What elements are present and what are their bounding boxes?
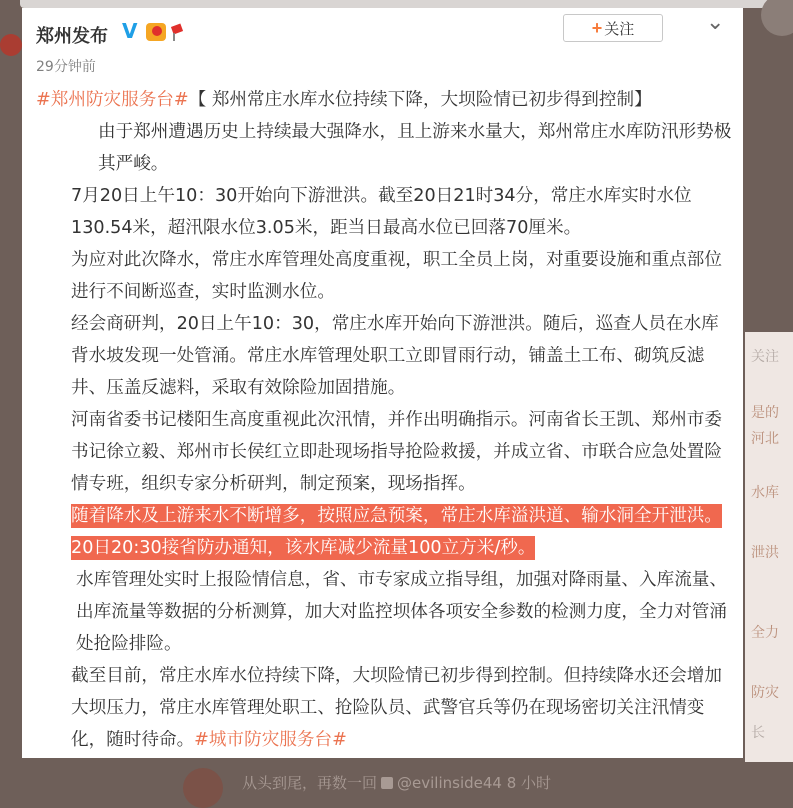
- closing-paragraph: 截至目前，常庄水库水位持续下降，大坝险情已初步得到控制。但持续降水还会增加大坝压力，常庄水库管理处职工、抢险队员、武警官兵等仍在现场密切关注汛情变化，随时待命。#城市防灾服务台#: [71, 666, 722, 750]
- background-fragment: 关注: [751, 349, 779, 365]
- background-avatar-fragment: [0, 34, 22, 56]
- post-paragraph: 河南省委书记楼阳生高度重视此次汛情，并作出明确指示。河南省长王凯、郑州市委书记徐立毅、郑州市长侯红立即赴现场指导抢险救援，并成立省、市联合应急处置险情专班，组织专家分析研判，制定预案，现场指挥。: [71, 410, 722, 494]
- background-fragment: 河北: [751, 431, 779, 447]
- author-badges: [122, 21, 184, 43]
- background-fragment: 泄洪: [751, 545, 779, 561]
- background-card-edge: [20, 0, 780, 8]
- post-paragraph: 经会商研判，20日上午10：30，常庄水库开始向下游泄洪。随后，巡查人员在水库背水坡发现一处管涌。常庄水库管理处职工立即冒雨行动，铺盖土工布、砌筑反滤井、压盖反滤料，采取有效除险加固措施。: [71, 314, 719, 398]
- post-paragraph: 7月20日上午10：30开始向下游泄洪。截至20日21时34分，常庄水库实时水位130.54米，超汛限水位3.05米，距当日最高水位已回落70厘米。: [71, 186, 692, 238]
- background-fragment: 防灾: [751, 685, 779, 701]
- background-comment-text: 从头到尾，再数一回 @evilinside44 8 小时: [242, 774, 552, 792]
- background-fragment: 全力: [751, 625, 779, 641]
- background-right-column: [745, 332, 793, 762]
- post-paragraph: 水库管理处实时上报险情信息，省、市专家成立指导组，加强对降雨量、入库流量、出库流量等数据的分析测算，加大对监控坝体各项安全参数的检测力度，全力对管涌处抢险排险。: [76, 570, 727, 654]
- follow-button[interactable]: + 关注: [563, 14, 663, 42]
- flag-icon: [170, 23, 184, 41]
- hashtag-link[interactable]: #城市防灾服务台#: [194, 730, 347, 750]
- member-badge-icon: [146, 23, 166, 41]
- author-name[interactable]: 郑州发布: [36, 26, 108, 47]
- verified-icon: V: [122, 19, 138, 43]
- background-avatar: [761, 0, 793, 36]
- highlighted-paragraph: [36, 500, 736, 564]
- chevron-down-icon[interactable]: ⌄: [706, 10, 725, 35]
- background-comment-avatar: [183, 768, 223, 808]
- background-fragment: 是的: [751, 405, 779, 421]
- post-timestamp[interactable]: 29分钟前: [36, 59, 96, 75]
- post-title: 【 郑州常庄水库水位持续下降，大坝险情已初步得到控制】: [188, 90, 652, 110]
- hashtag-link[interactable]: #郑州防灾服务台#: [36, 90, 189, 110]
- post-body: [36, 84, 736, 756]
- plus-icon: +: [591, 17, 603, 38]
- post-paragraph: 为应对此次降水，常庄水库管理处高度重视，职工全员上岗，对重要设施和重点部位进行不间断巡查，实时监测水位。: [71, 250, 722, 302]
- background-fragment: 水库: [751, 485, 779, 501]
- highlighted-text: 随着降水及上游来水不断增多，按照应急预案，常庄水库溢洪道、输水洞全开泄洪。20日20:30接省防办通知，该水库减少流量100立方米/秒。: [71, 506, 722, 558]
- lock-icon: [381, 777, 393, 789]
- post-title-line: [36, 84, 736, 116]
- background-fragment: 长: [751, 725, 765, 741]
- weibo-post-card: [22, 8, 743, 758]
- post-paragraph: 由于郑州遭遇历史上持续最大强降水，且上游来水量大，郑州常庄水库防汛形势极其严峻。: [98, 122, 732, 174]
